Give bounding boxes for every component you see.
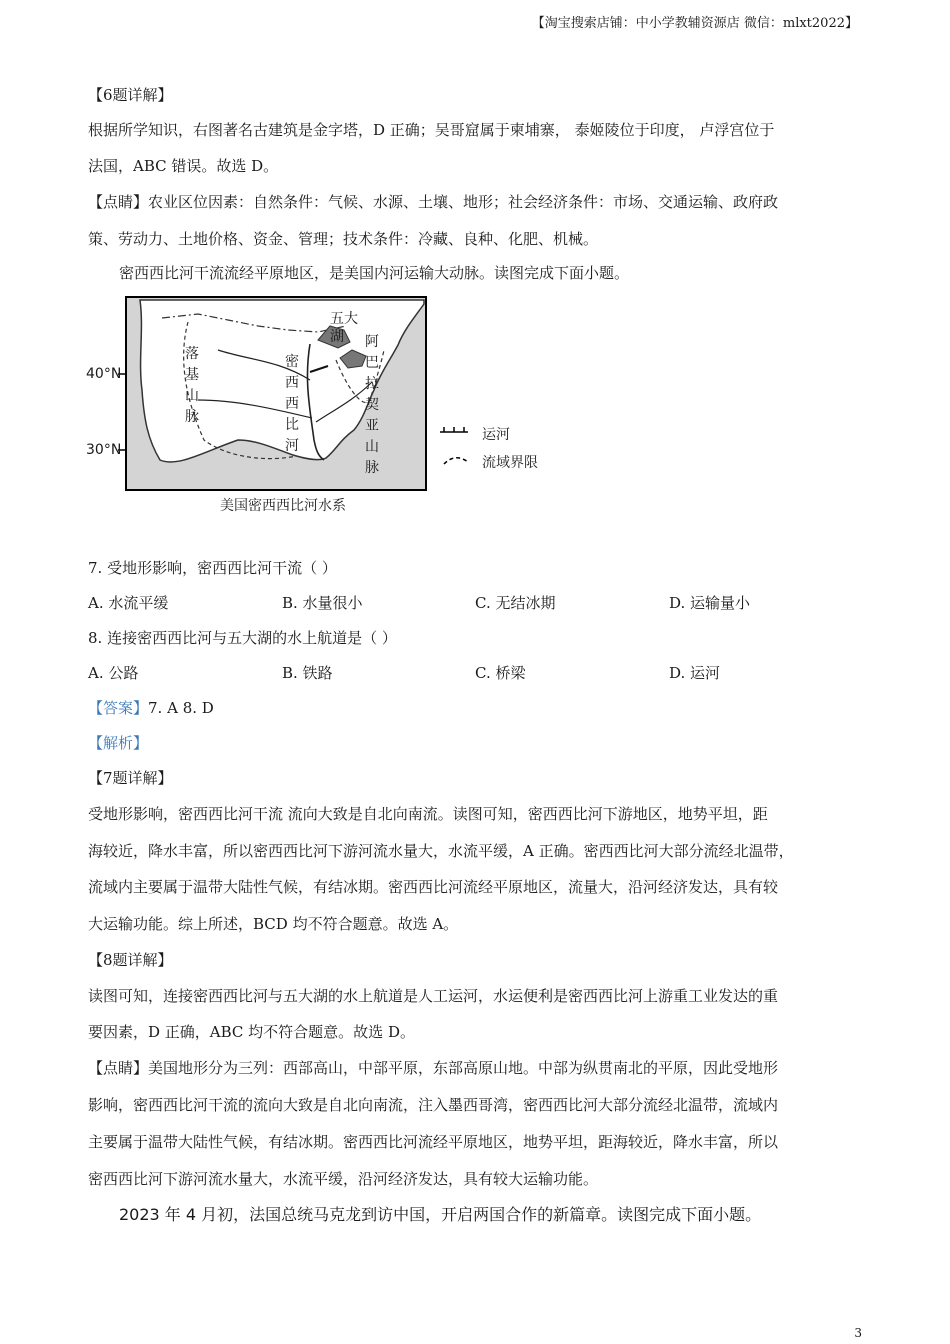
latitude-40-label: 40°N (86, 366, 122, 382)
question-8: 8. 连接密西西比河与五大湖的水上航道是（ ） (88, 629, 397, 647)
q8-detail-title: 【8题详解】 (88, 951, 173, 969)
q6-text-line-2: 法国，ABC 错误。故选 D。 (88, 157, 279, 175)
answer-line (88, 697, 214, 718)
q6-detail-title: 【6题详解】 (88, 86, 173, 104)
q8-text-line-1: 读图可知，连接密西西比河与五大湖的水上航道是人工运河，水运便利是密西西比河上游重工业发达的重 (88, 987, 779, 1005)
question-7: 7. 受地形影响，密西西比河干流（ ） (88, 559, 337, 577)
tip1-line-2: 策、劳动力、土地价格、资金、管理；技术条件：冷藏、良种、化肥、机械。 (88, 230, 599, 248)
five-lakes-label: 五大湖 (330, 311, 358, 345)
rocky-mountains-label: 落基山脉 (185, 346, 199, 425)
q8-option-d: D. 运河 (669, 664, 721, 682)
map-figure (78, 290, 558, 520)
q7-option-c: C. 无结冰期 (475, 594, 556, 612)
q7-text-line-4: 大运输功能。综上所述，BCD 均不符合题意。故选 A。 (88, 915, 459, 933)
mississippi-map (78, 290, 558, 520)
q7-detail-title: 【7题详解】 (88, 769, 173, 787)
page-header: 【淘宝搜索店铺：中小学教辅资源店 微信：mlxt2022】 (531, 16, 858, 31)
q8-option-c: C. 桥梁 (475, 664, 526, 682)
page-number: 3 (854, 1326, 862, 1340)
intro-mississippi: 密西西比河干流流经平原地区，是美国内河运输大动脉。读图完成下面小题。 (119, 264, 630, 282)
q6-text-line-1: 根据所学知识，右图著名古建筑是金字塔，D 正确；吴哥窟属于柬埔寨， 泰姬陵位于印度， 卢浮宫位于 (88, 121, 775, 139)
q8-option-a: A. 公路 (88, 664, 139, 682)
analysis-label: 【解析】 (88, 734, 149, 752)
q7-text-line-2: 海较近，降水丰富，所以密西西比河下游河流水量大，水流平缓，A 正确。密西西比河大部分流经北温带， (88, 842, 794, 860)
answer-text: 7. A 8. D (148, 699, 214, 717)
legend-canal-label: 运河 (482, 427, 510, 443)
latitude-30-label: 30°N (86, 442, 122, 458)
q7-text-line-1: 受地形影响，密西西比河干流 流向大致是自北向南流。读图可知，密西西比河下游地区，地势平坦，距 (88, 805, 768, 823)
tip2-line-2: 影响，密西西比河干流的流向大致是自北向南流，注入墨西哥湾，密西西比河大部分流经北温带，流域内 (88, 1096, 779, 1114)
answer-label: 【答案】 (88, 699, 149, 717)
map-caption: 美国密西西比河水系 (220, 498, 346, 514)
tip2-line-1: 【点睛】美国地形分为三列：西部高山，中部平原，东部高原山地。中部为纵贯南北的平原，因此受地形 (88, 1059, 779, 1077)
q7-option-b: B. 水量很小 (282, 594, 363, 612)
q8-option-b: B. 铁路 (282, 664, 333, 682)
q7-text-line-3: 流域内主要属于温带大陆性气候，有结冰期。密西西比河流经平原地区，流量大，沿河经济发达，具有较 (88, 878, 779, 896)
mississippi-river-label: 密西西比河 (285, 354, 299, 454)
intro-france: 2023 年 4 月初，法国总统马克龙到访中国，开启两国合作的新篇章。读图完成下面小题。 (119, 1205, 762, 1224)
q7-option-a: A. 水流平缓 (88, 594, 169, 612)
tip2-line-3: 主要属于温带大陆性气候，有结冰期。密西西比河流经平原地区，地势平坦，距海较近，降水丰富，所以 (88, 1133, 779, 1151)
q7-option-d: D. 运输量小 (669, 594, 751, 612)
q8-text-line-2: 要因素，D 正确，ABC 均不符合题意。故选 D。 (88, 1023, 415, 1041)
tip2-line-4: 密西西比河下游河流水量大，水流平缓，沿河经济发达，具有较大运输功能。 (88, 1170, 599, 1188)
tip1-line-1: 【点睛】农业区位因素：自然条件：气候、水源、土壤、地形；社会经济条件：市场、交通运输、政府政 (88, 193, 779, 211)
appalachian-mountains-label: 阿巴拉契亚山脉 (365, 334, 379, 476)
legend-boundary-label: 流域界限 (482, 455, 538, 471)
